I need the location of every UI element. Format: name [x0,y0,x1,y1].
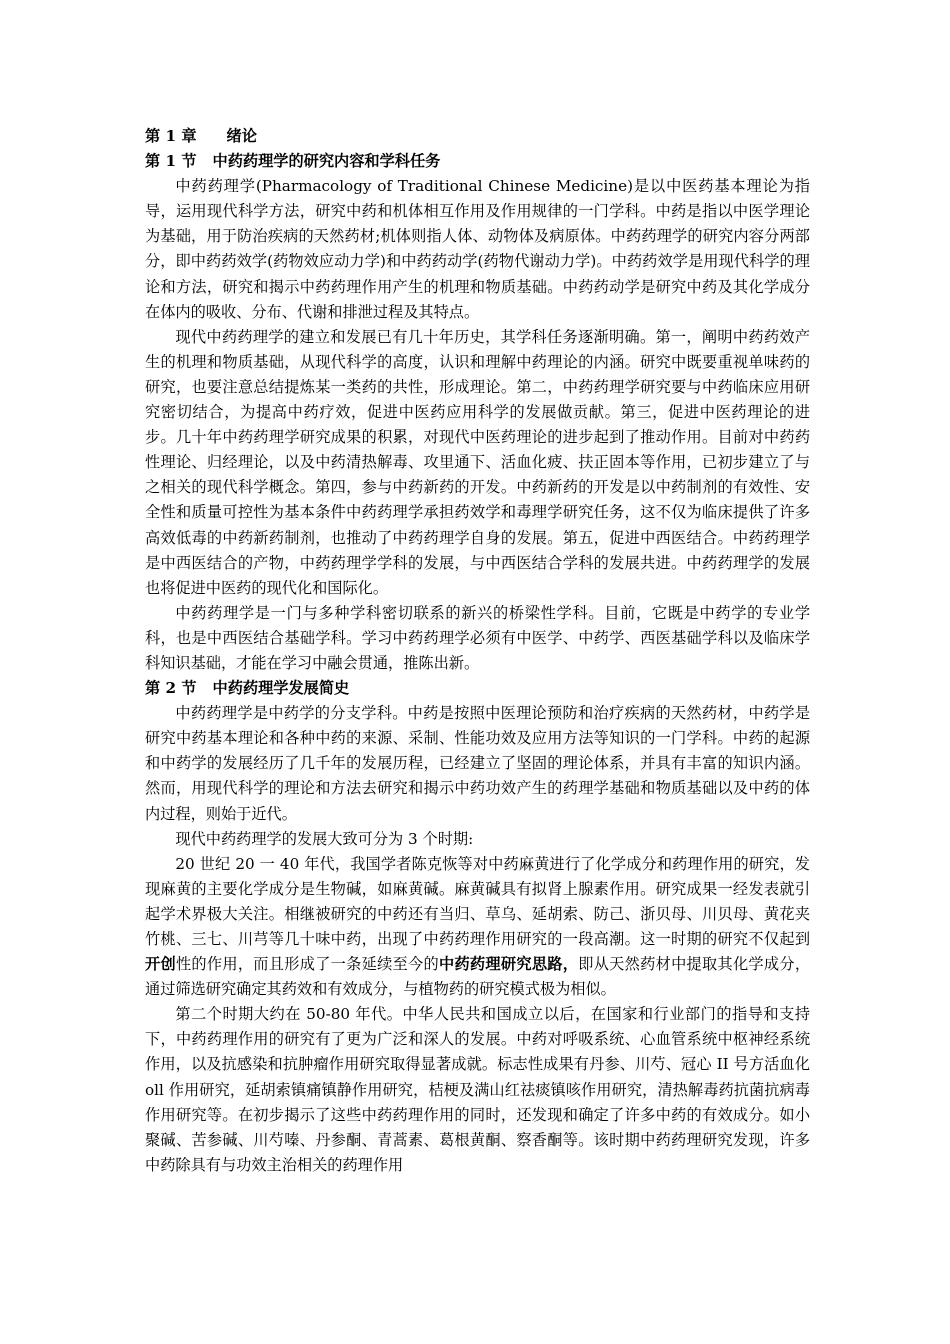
paragraph [145,852,810,1003]
section-number: 第 2 节 [145,679,197,698]
bold-text: 中药药理研究思路， [438,955,579,974]
paragraph: 中药药理学(Pharmacology of Traditional Chinese Medicine)是以中医药基本理论为指导，运用现代科学方法，研究中药和机体相互作用及作用规律的一门学科。中药是指以中医学理论为基础，用于防治疾病的天然药材;机体则指人体、动物体及病原体。中药药理学的研究内容分两部分，即中药药效学(药物效应动力学)和中药药动学(药物代谢动力学)。中药药效学是用现代科学的理论和方法，研究和揭示中药药理作用产生的机理和物质基础。中药药动学是研究中药及其化学成分在体内的吸收、分布、代谢和排泄过程及其特点。 [145,177,810,321]
chapter-title: 绪论 [226,127,257,145]
paragraph: 现代中药药理学的建立和发展已有几十年历史，其学科任务逐渐明确。第一，阐明中药药效产生的机理和物质基础，从现代科学的高度，认识和理解中药理论的内涵。研究中既要重视单味药的研究，也要注意总结提炼某一类药的共性，形成理论。第二，中药药理学研究要与中药临床应用研究密切结合，为提高中药疗效，促进中医药应用科学的发展做贡献。第三，促进中医药理论的进步。几十年中药药理学研究成果的积累，对现代中医药理论的进步起到了推动作用。目前对中药药性理论、归经理论，以及中药清热解毒、攻里通下、活血化疲、扶正固本等作用，已初步建立了与之相关的现代科学概念。第四，参与中药新药的开发。中药新药的开发是以中药制剂的有效性、安全性和质量可控性为基本条件中药药理学承担药效学和毒理学研究任务，这不仅为临床提供了许多高效低毒的中药新药制剂，也推动了中药药理学自身的发展。第五，促进中西医结合。中药药理学是中西医结合的产物，中药药理学学科的发展，与中西医结合学科的发展共进。中药药理学的发展也将促进中医药的现代化和国际化。 [145,327,810,597]
document-page [145,124,810,1178]
section-number: 第 1 节 [145,152,197,171]
section-title: 中药药理学发展简史 [212,679,350,698]
paragraph: 现代中药药理学的发展大致可分为 3 个时期: [175,829,474,848]
section-heading [145,676,810,701]
paragraph: 中药药理学是中药学的分支学科。中药是按照中医理论预防和治疗疾病的天然药材，中药学是研究中药基本理论和各种中药的来源、采制、性能功效及应用方法等知识的一门学科。中药的起源和中药学的发展经历了几千年的发展历程，已经建立了坚固的理论体系，并具有丰富的知识内涵。然而，用现代科学的理论和方法去研究和揭示中药功效产生的药理学基础和物质基础以及中药的体内过程，则始于近代。 [145,704,810,823]
paragraph-text: 20 世纪 20 一 40 年代，我国学者陈克恢等对中药麻黄进行了化学成分和药理作用的研究，发现麻黄的主要化学成分是生物碱，如麻黄碱。麻黄碱具有拟肾上腺素作用。研究成果一经发表就引起学术界极大关注。相继被研究的中药还有当归、草乌、延胡索、防己、浙贝母、川贝母、黄花夹竹桃、三七、川芎等几十味中药，出现了中药药理作用研究的一段高潮。这一时期的研究不仅起到 [145,854,810,948]
paragraph: 中药药理学是一门与多种学科密切联系的新兴的桥梁性学科。目前，它既是中药学的专业学科，也是中西医结合基础学科。学习中药药理学必须有中医学、中药学、西医基础学科以及临床学科知识基础，才能在学习中融会贯通，推陈出新。 [145,603,810,672]
section-heading [145,149,810,174]
bold-text: 开创 [145,955,176,974]
chapter-heading [145,124,810,149]
paragraph-text: 即从天然药材中提取其化学成分，通过筛选研究确定其药效和有效成分，与植物药的研究模式极为相似。 [145,955,811,999]
paragraph: 第二个时期大约在 50-80 年代。中华人民共和国成立以后，在国家和行业部门的指导和支持下，中药药理作用的研究有了更为广泛和深人的发展。中药对呼吸系统、心血管系统中枢神经系统作用，以及抗感染和抗肿瘤作用研究取得显著成就。标志性成果有丹参、川芍、冠心 II 号方活血化 oll 作用研究，延胡索镇痛镇静作用研究，桔梗及满山红祛痰镇咳作用研究，清热解毒药抗菌抗病毒作用研究等。在初步揭示了这些中药药理作用的同时，还发现和确定了许多中药的有效成分。如小聚碱、苦参碱、川芍嗪、丹参酮、青蒿素、葛根黄酮、察香酮等。该时期中药药理研究发现，许多中药除具有与功效主治相关的药理作用 [145,1005,810,1174]
paragraph-text: 性的作用，而且形成了一条延续至今的 [175,955,439,974]
section-title: 中药药理学的研究内容和学科任务 [212,152,441,171]
chapter-number: 第 1 章 [145,127,197,145]
